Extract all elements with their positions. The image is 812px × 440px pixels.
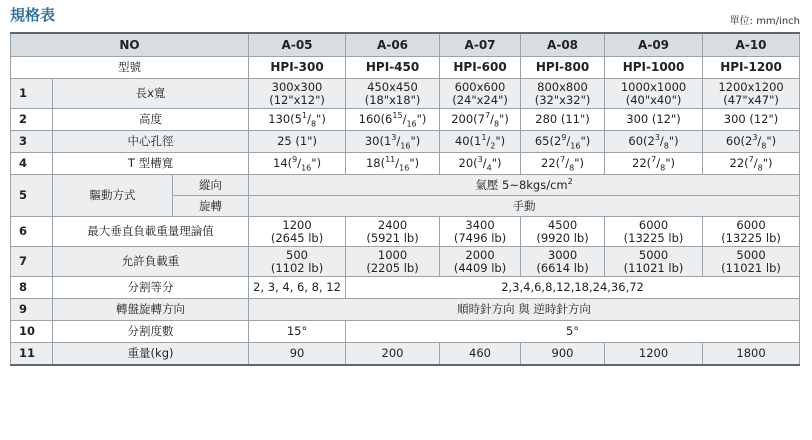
table-cell: $130(5^1/_8")$ [249, 109, 346, 131]
table-cell: 2000 (4409 lb) [440, 247, 521, 277]
table-cell: 5° [346, 321, 800, 343]
table-cell: 6000 (13225 lb) [605, 217, 703, 247]
row-label: 型號 [11, 57, 249, 79]
table-cell: 450x450 (18"x18") [346, 79, 440, 109]
table-row [11, 343, 800, 366]
table-cell: 氣壓 $5\sim 8kgs/cm^2$ [249, 175, 800, 196]
table-cell: 600x600 (24"x24") [440, 79, 521, 109]
table-cell: 6000 (13225 lb) [703, 217, 800, 247]
table-cell: 手動 [249, 196, 800, 217]
table-cell: 1200x1200 (47"x47") [703, 79, 800, 109]
row-label: 分割等分 [53, 277, 249, 299]
row-number: 3 [11, 131, 53, 153]
table-cell: 800x800 (32"x32") [521, 79, 605, 109]
header-row [11, 33, 800, 57]
table-cell: HPI-300 [249, 57, 346, 79]
row-number: 4 [11, 153, 53, 175]
table-cell: HPI-600 [440, 57, 521, 79]
table-cell: 900 [521, 343, 605, 366]
table-cell: 3000 (6614 lb) [521, 247, 605, 277]
table-cell: HPI-1000 [605, 57, 703, 79]
sub-label: 旋轉 [173, 196, 249, 217]
table-cell: 3400 (7496 lb) [440, 217, 521, 247]
row-number: 9 [11, 299, 53, 321]
table-cell: $200(7^7/_8")$ [440, 109, 521, 131]
row-label: 重量(kg) [53, 343, 249, 366]
row-label: 驅動方式 [53, 175, 173, 217]
table-cell: 5000 (11021 lb) [605, 247, 703, 277]
row-number: 8 [11, 277, 53, 299]
table-row [11, 175, 800, 196]
table-row [11, 109, 800, 131]
row-number: 1 [11, 79, 53, 109]
row-label: T 型槽寬 [53, 153, 249, 175]
table-cell: HPI-450 [346, 57, 440, 79]
table-cell: $20(^3/_4")$ [440, 153, 521, 175]
table-cell: 300x300 (12"x12") [249, 79, 346, 109]
table-cell: 2,3,4,6,8,12,18,24,36,72 [346, 277, 800, 299]
header-model: A-06 [346, 33, 440, 57]
table-cell: 順時針方向 與 逆時針方向 [249, 299, 800, 321]
row-number: 6 [11, 217, 53, 247]
table-cell: 280 (11") [521, 109, 605, 131]
header-model: A-05 [249, 33, 346, 57]
table-row [11, 153, 800, 175]
table-cell: 5000 (11021 lb) [703, 247, 800, 277]
table-cell: $30(1^3/_{16}")$ [346, 131, 440, 153]
table-cell: 25 (1") [249, 131, 346, 153]
table-cell: $22(^7/_8")$ [703, 153, 800, 175]
table-cell: 1200 [605, 343, 703, 366]
table-row [11, 247, 800, 277]
table-cell: $40(1^1/_2")$ [440, 131, 521, 153]
page-title: 規格表 [10, 6, 56, 24]
row-label: 中心孔徑 [53, 131, 249, 153]
table-cell: 4500 (9920 lb) [521, 217, 605, 247]
table-cell: 200 [346, 343, 440, 366]
table-cell: 300 (12") [605, 109, 703, 131]
table-cell: 500 (1102 lb) [249, 247, 346, 277]
table-row [11, 277, 800, 299]
table-cell: $60(2^3/_8")$ [605, 131, 703, 153]
row-number: 2 [11, 109, 53, 131]
table-cell: 2, 3, 4, 6, 8, 12 [249, 277, 346, 299]
header-model: A-09 [605, 33, 703, 57]
table-cell: 460 [440, 343, 521, 366]
row-label: 高度 [53, 109, 249, 131]
row-number: 5 [11, 175, 53, 217]
table-row [11, 217, 800, 247]
table-cell: $22(^7/_8")$ [521, 153, 605, 175]
header-model: A-07 [440, 33, 521, 57]
table-cell: HPI-800 [521, 57, 605, 79]
table-row [11, 299, 800, 321]
table-cell: 2400 (5921 lb) [346, 217, 440, 247]
table-cell: 300 (12") [703, 109, 800, 131]
table-cell: 1800 [703, 343, 800, 366]
table-row [11, 57, 800, 79]
table-cell: 1200 (2645 lb) [249, 217, 346, 247]
header-no: NO [11, 33, 249, 57]
row-number: 10 [11, 321, 53, 343]
table-row [11, 321, 800, 343]
table-cell: 1000 (2205 lb) [346, 247, 440, 277]
row-number: 7 [11, 247, 53, 277]
table-cell: $160(6^{15}/_{16}")$ [346, 109, 440, 131]
table-row [11, 79, 800, 109]
sub-label: 縱向 [173, 175, 249, 196]
table-cell: $65(2^9/_{16}")$ [521, 131, 605, 153]
header-model: A-10 [703, 33, 800, 57]
row-label: 分割度數 [53, 321, 249, 343]
table-cell: $22(^7/_8")$ [605, 153, 703, 175]
table-cell: 1000x1000 (40"x40") [605, 79, 703, 109]
row-label: 最大垂直負載重量理論值 [53, 217, 249, 247]
spec-table [10, 32, 800, 366]
row-number: 11 [11, 343, 53, 366]
unit-label: 單位: mm/inch [729, 16, 800, 27]
table-cell: $60(2^3/_8")$ [703, 131, 800, 153]
table-cell: 90 [249, 343, 346, 366]
table-cell: $14(^9/_{16}")$ [249, 153, 346, 175]
row-label: 轉盤旋轉方向 [53, 299, 249, 321]
table-cell: HPI-1200 [703, 57, 800, 79]
table-cell: $18(^{11}/_{16}")$ [346, 153, 440, 175]
table-cell: 15° [249, 321, 346, 343]
table-row [11, 131, 800, 153]
header-model: A-08 [521, 33, 605, 57]
row-label: 允許負載重 [53, 247, 249, 277]
row-label: 長x寬 [53, 79, 249, 109]
